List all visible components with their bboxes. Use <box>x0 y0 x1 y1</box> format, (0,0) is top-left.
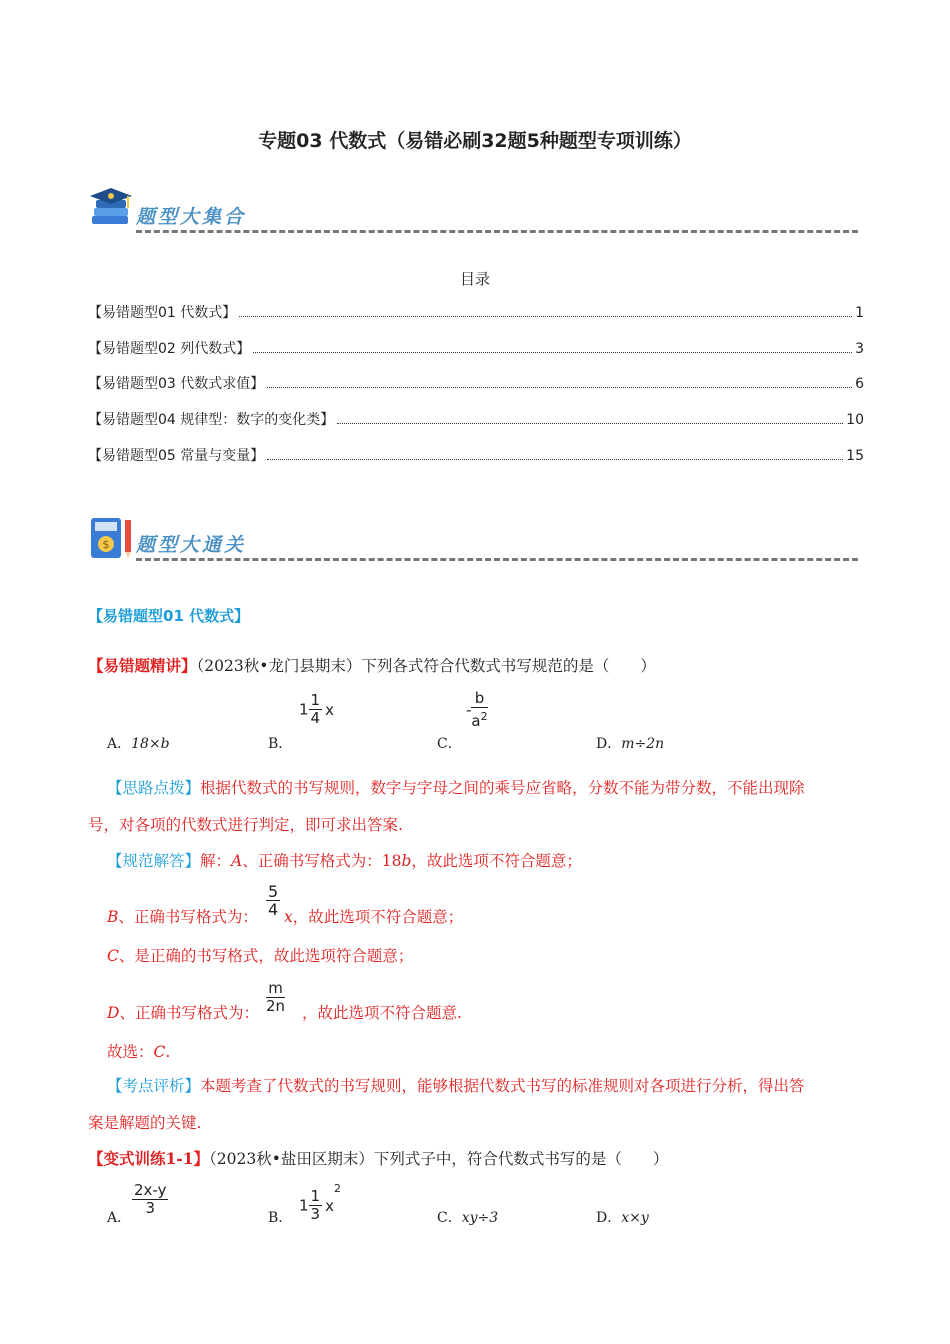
denominator: 4 <box>268 900 279 919</box>
solution-d-fraction <box>266 980 285 1015</box>
denominator: 4 <box>310 709 321 727</box>
solution-choice <box>107 1041 170 1063</box>
option-label: C． <box>437 1210 462 1226</box>
solution-text: 、是正确的书写格式，故此选项符合题意； <box>118 947 414 965</box>
q1-option-c-label[interactable]: C． <box>437 736 462 752</box>
solution-line-b-tail <box>284 906 463 928</box>
solution-line-d <box>107 1002 259 1024</box>
denominator: 3 <box>145 1199 155 1217</box>
banner-title: 题型大通关 <box>136 534 247 556</box>
fraction <box>266 980 285 1015</box>
variable: x <box>325 700 334 719</box>
question-1-stem <box>88 655 878 677</box>
q2-option-c[interactable] <box>437 1207 498 1227</box>
analysis-line-1 <box>107 777 867 799</box>
solution-prefix: 解： <box>200 852 232 870</box>
numerator: 2x-y <box>134 1181 167 1199</box>
solution-tail: ，故此选项不符合题意； <box>292 908 464 926</box>
numerator: 1 <box>310 1187 321 1205</box>
denominator <box>471 708 487 730</box>
q1-option-b-label[interactable]: B． <box>268 736 293 752</box>
solution-b-fraction <box>266 883 280 918</box>
solution-line-d-tail: ，故此选项不符合题意. <box>302 1004 462 1022</box>
toc-item-page: 15 <box>846 448 864 464</box>
question-text: （2023秋•盐田区期末）下列式子中，符合代数式书写的是（ ） <box>209 1150 669 1168</box>
denominator: 2n <box>266 997 286 1015</box>
question-text: （2023秋•龙门县期末）下列各式符合代数式书写规范的是（ ） <box>196 657 656 675</box>
question-tag: 【变式训练1-1】 <box>88 1149 210 1168</box>
toc-item-label: 【易错题型02 列代数式】 <box>88 341 251 357</box>
option-label: D． <box>596 736 622 752</box>
page-title: 专题03 代数式（易错必刷32题5种题型专项训练） <box>258 130 692 152</box>
review-tag: 【考点评析】 <box>107 1077 201 1095</box>
q2-option-b-label[interactable]: B． <box>268 1210 293 1226</box>
q1-option-c-fraction <box>466 690 488 730</box>
analysis-line-2: 号，对各项的代数式进行判定，即可求出答案. <box>88 816 403 834</box>
choice-prefix: 故选： <box>107 1043 154 1061</box>
option-value: m÷2n <box>621 736 665 752</box>
fraction <box>471 690 487 730</box>
fraction <box>309 1188 323 1223</box>
banner-divider <box>136 558 858 561</box>
q1-option-a[interactable] <box>107 733 170 753</box>
numerator: 5 <box>268 882 279 901</box>
graduation-books-icon <box>88 186 136 234</box>
question-2-stem <box>88 1148 878 1170</box>
fraction <box>132 1182 168 1217</box>
solution-text: 、正确书写格式为：18 <box>242 852 402 870</box>
toc-leader <box>267 459 843 460</box>
denominator-base: a <box>471 712 481 730</box>
solution-line-c <box>107 945 413 967</box>
q2-option-a-fraction <box>132 1182 168 1217</box>
toc-item[interactable] <box>88 409 864 429</box>
toc-item[interactable] <box>88 302 864 322</box>
toc-heading: 目录 <box>459 270 490 288</box>
solution-text: 、正确书写格式为： <box>118 908 258 926</box>
toc-leader <box>267 387 852 388</box>
option-value: x×y <box>621 1210 649 1226</box>
toc-item-label: 【易错题型03 代数式求值】 <box>88 376 265 392</box>
variable: x <box>284 908 293 926</box>
q2-option-b-mixed-number <box>299 1182 341 1223</box>
fraction <box>266 883 280 918</box>
option-value: xy÷3 <box>461 1210 499 1226</box>
banner-collection <box>88 186 858 238</box>
toc-item-page: 10 <box>846 412 864 428</box>
solution-line-a <box>107 850 867 872</box>
review-line-2: 案是解题的关键. <box>88 1114 202 1132</box>
toc-item-page: 1 <box>855 305 864 321</box>
denominator: 3 <box>310 1205 321 1223</box>
q1-option-d[interactable] <box>596 733 664 753</box>
solution-text: 、正确书写格式为： <box>119 1004 259 1022</box>
section-heading: 【易错题型01 代数式】 <box>88 607 250 625</box>
exponent: 2 <box>333 1182 341 1195</box>
option-label: A． <box>107 736 132 752</box>
fraction <box>309 692 323 727</box>
numerator: 1 <box>310 691 321 709</box>
toc-leader <box>239 316 852 317</box>
q1-option-b-mixed-number <box>299 692 334 727</box>
toc-leader <box>253 352 852 353</box>
choice-letter: C <box>153 1043 166 1061</box>
mixed-whole: 1 <box>299 700 309 719</box>
option-letter: C <box>107 947 119 965</box>
toc-item-label: 【易错题型05 常量与变量】 <box>88 448 265 464</box>
variable: b <box>401 852 412 870</box>
numerator: m <box>266 980 285 998</box>
mixed-whole: 1 <box>299 1196 309 1215</box>
review-line-1 <box>107 1075 867 1097</box>
choice-tail: . <box>165 1043 171 1061</box>
solution-tag: 【规范解答】 <box>107 852 201 870</box>
option-label: D． <box>596 1210 622 1226</box>
toc-item[interactable] <box>88 373 864 393</box>
minus-sign: - <box>466 701 472 719</box>
toc-item-page: 3 <box>855 341 864 357</box>
toc-item-page: 6 <box>855 376 864 392</box>
exponent: 2 <box>480 710 488 723</box>
option-value: 18×b <box>131 736 170 752</box>
calculator-pencil-icon <box>88 514 136 562</box>
toc-item[interactable] <box>88 338 864 358</box>
solution-line-b <box>107 906 258 928</box>
option-letter: D <box>107 1004 120 1022</box>
option-letter: A <box>231 852 243 870</box>
analysis-tag: 【思路点拨】 <box>107 779 201 797</box>
svg-text:$: $ <box>102 538 110 551</box>
variable: x <box>325 1196 334 1215</box>
toc-item[interactable] <box>88 445 864 465</box>
review-text: 本题考查了代数式的书写规则，能够根据代数式书写的标准规则对各项进行分析，得出答 <box>200 1077 805 1095</box>
numerator: b <box>471 690 487 708</box>
q2-option-d[interactable] <box>596 1207 649 1227</box>
banner-practice <box>88 514 858 566</box>
question-tag: 【易错题精讲】 <box>88 656 197 675</box>
toc-item-label: 【易错题型04 规律型：数字的变化类】 <box>88 412 335 428</box>
toc-leader <box>337 423 843 424</box>
banner-title: 题型大集合 <box>136 206 247 228</box>
toc-item-label: 【易错题型01 代数式】 <box>88 305 237 321</box>
q2-option-a-label[interactable]: A． <box>107 1210 132 1226</box>
option-letter: B <box>107 908 119 926</box>
banner-divider <box>136 230 858 233</box>
analysis-text: 根据代数式的书写规则，数字与字母之间的乘号应省略，分数不能为带分数，不能出现除 <box>200 779 805 797</box>
solution-tail: ，故此选项不符合题意； <box>411 852 582 870</box>
